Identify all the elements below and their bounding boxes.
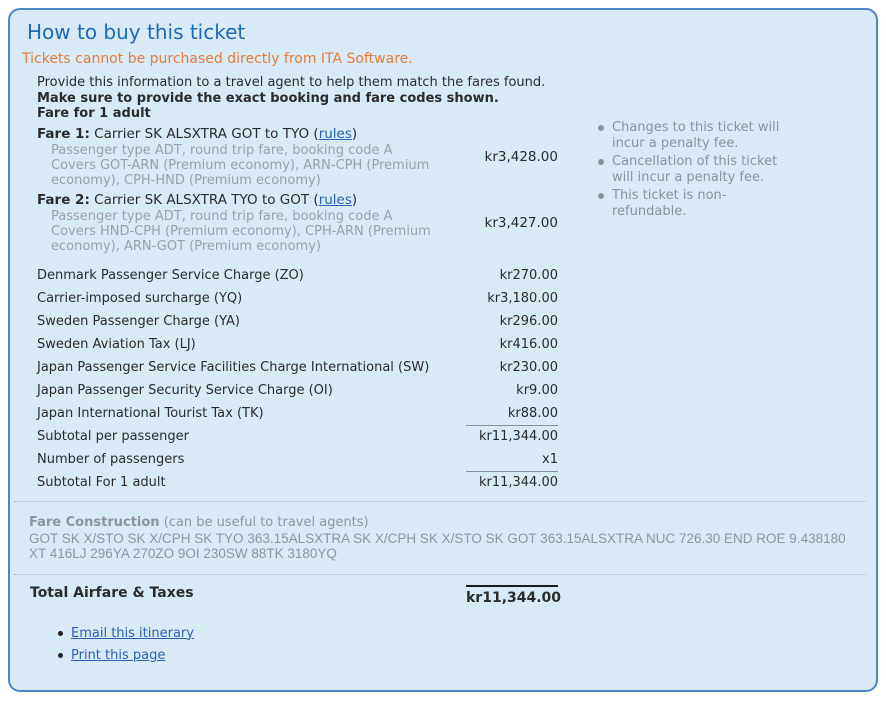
- charges-table: [37, 264, 558, 494]
- charge-label: Japan Passenger Security Service Charge (OI): [37, 382, 333, 398]
- total-label: Total Airfare & Taxes: [30, 584, 194, 601]
- charge-label: Japan International Tourist Tax (TK): [37, 405, 264, 421]
- total-row: [30, 584, 562, 606]
- page-title: How to buy this ticket: [27, 20, 246, 44]
- subtotal-amount: kr11,344.00: [466, 471, 558, 494]
- fare-construction-code: GOT SK X/STO SK X/CPH SK TYO 363.15ALSXTRA SK X/CPH SK X/STO SK GOT 363.15ALSXTRA NUC 726.30 END ROE 9.438180 XT 416LJ 296YA 270ZO 9OI 230SW 88TK 3180YQ: [29, 530, 846, 561]
- charge-amount: kr296.00: [499, 313, 558, 329]
- fare-construction-subtitle: (can be useful to travel agents): [159, 514, 369, 530]
- action-links: [58, 626, 876, 663]
- fare-1-block: [37, 126, 558, 188]
- charge-amount: kr88.00: [507, 405, 558, 421]
- bullet-icon: [598, 159, 604, 165]
- fare-1-heading-close: ): [351, 125, 358, 142]
- bullet-icon: [598, 193, 604, 199]
- charge-label: Sweden Passenger Charge (YA): [37, 313, 240, 329]
- charge-row: [37, 356, 558, 379]
- note-item: [598, 120, 798, 151]
- note-item: [598, 154, 798, 185]
- bullet-icon: [598, 125, 604, 131]
- fare-1-details: [51, 143, 466, 188]
- charge-label: Japan Passenger Service Facilities Charge International (SW): [37, 359, 430, 375]
- charge-amount: kr230.00: [499, 359, 558, 375]
- subtotal-adult-row: [37, 471, 558, 494]
- subtotal-amount: kr11,344.00: [466, 425, 558, 448]
- fare-1-label: Fare 1:: [37, 125, 90, 142]
- fare-1-info: [37, 126, 466, 188]
- note-text: Changes to this ticket will incur a penalty fee.: [612, 120, 780, 151]
- intro-line-2: Make sure to provide the exact booking and fare codes shown.: [37, 90, 499, 106]
- intro-text: [37, 75, 876, 122]
- charge-amount: kr9.00: [516, 382, 558, 398]
- bullet-icon: [58, 653, 63, 658]
- intro-line-1: Provide this information to a travel agent to help them match the fares found.: [37, 75, 546, 90]
- fare-2-info: [37, 192, 466, 254]
- fare-1-rules-link[interactable]: rules: [318, 125, 352, 142]
- charge-row: [37, 287, 558, 310]
- fare-construction-section: [29, 515, 866, 561]
- charge-label: Subtotal per passenger: [37, 428, 189, 444]
- link-item: [58, 626, 876, 641]
- fare-2-carrier-text: Carrier SK ALSXTRA TYO to GOT (: [89, 191, 319, 208]
- fare-2-detail-line: Passenger type ADT, round trip fare, booking code A: [51, 208, 393, 224]
- purchase-warning: Tickets cannot be purchased directly from ITA Software.: [22, 51, 413, 67]
- charge-amount: kr3,180.00: [487, 290, 558, 306]
- charge-row: [37, 264, 558, 287]
- dotted-divider: [14, 574, 866, 575]
- charge-amount: kr416.00: [499, 336, 558, 352]
- fare-1-amount: kr3,428.00: [484, 148, 558, 165]
- how-to-buy-panel: [8, 8, 878, 692]
- charge-row: [37, 402, 558, 425]
- email-itinerary-link[interactable]: Email this itinerary: [71, 625, 194, 641]
- charge-amount: kr270.00: [499, 267, 558, 283]
- fare-2-details: [51, 209, 466, 254]
- subtotal-per-passenger-row: [37, 425, 558, 448]
- charge-label: Number of passengers: [37, 451, 185, 467]
- intro-line-3: Fare for 1 adult: [37, 106, 151, 121]
- note-text: This ticket is non-refundable.: [612, 188, 727, 219]
- note-item: [598, 188, 798, 219]
- fare-2-label: Fare 2:: [37, 191, 90, 208]
- dotted-divider: [14, 501, 866, 502]
- fare-construction-heading: [29, 515, 866, 531]
- fare-1-detail-line: Passenger type ADT, round trip fare, booking code A: [51, 142, 393, 158]
- fare-1-carrier-text: Carrier SK ALSXTRA GOT to TYO (: [89, 125, 319, 142]
- fare-and-charges-column: [37, 126, 558, 494]
- fare-2-heading: [37, 192, 466, 209]
- link-item: [58, 648, 876, 663]
- fare-2-rules-link[interactable]: rules: [318, 191, 352, 208]
- charge-row: [37, 379, 558, 402]
- charge-label: Sweden Aviation Tax (LJ): [37, 336, 196, 352]
- total-amount: kr11,344.00: [466, 585, 558, 606]
- fare-2-amount: kr3,427.00: [484, 214, 558, 231]
- charge-row: [37, 310, 558, 333]
- fare-2-block: [37, 192, 558, 254]
- fare-1-heading: [37, 126, 466, 143]
- ticket-restriction-notes: [598, 120, 798, 222]
- charge-label: Denmark Passenger Service Charge (ZO): [37, 267, 304, 283]
- print-page-link[interactable]: Print this page: [71, 647, 166, 663]
- fare-1-detail-line: Covers GOT-ARN (Premium economy), ARN-CPH (Premium economy), CPH-HND (Premium economy): [51, 157, 430, 188]
- charge-row: [37, 333, 558, 356]
- fare-construction-title: Fare Construction: [29, 514, 160, 530]
- note-text: Cancellation of this ticket will incur a penalty fee.: [612, 154, 778, 185]
- bullet-icon: [58, 631, 63, 636]
- charge-label: Subtotal For 1 adult: [37, 474, 166, 490]
- passenger-count: x1: [542, 451, 558, 467]
- passenger-count-row: [37, 448, 558, 471]
- charge-label: Carrier-imposed surcharge (YQ): [37, 290, 243, 306]
- fare-2-heading-close: ): [351, 191, 358, 208]
- fare-2-detail-line: Covers HND-CPH (Premium economy), CPH-ARN (Premium economy), ARN-GOT (Premium economy): [51, 223, 431, 254]
